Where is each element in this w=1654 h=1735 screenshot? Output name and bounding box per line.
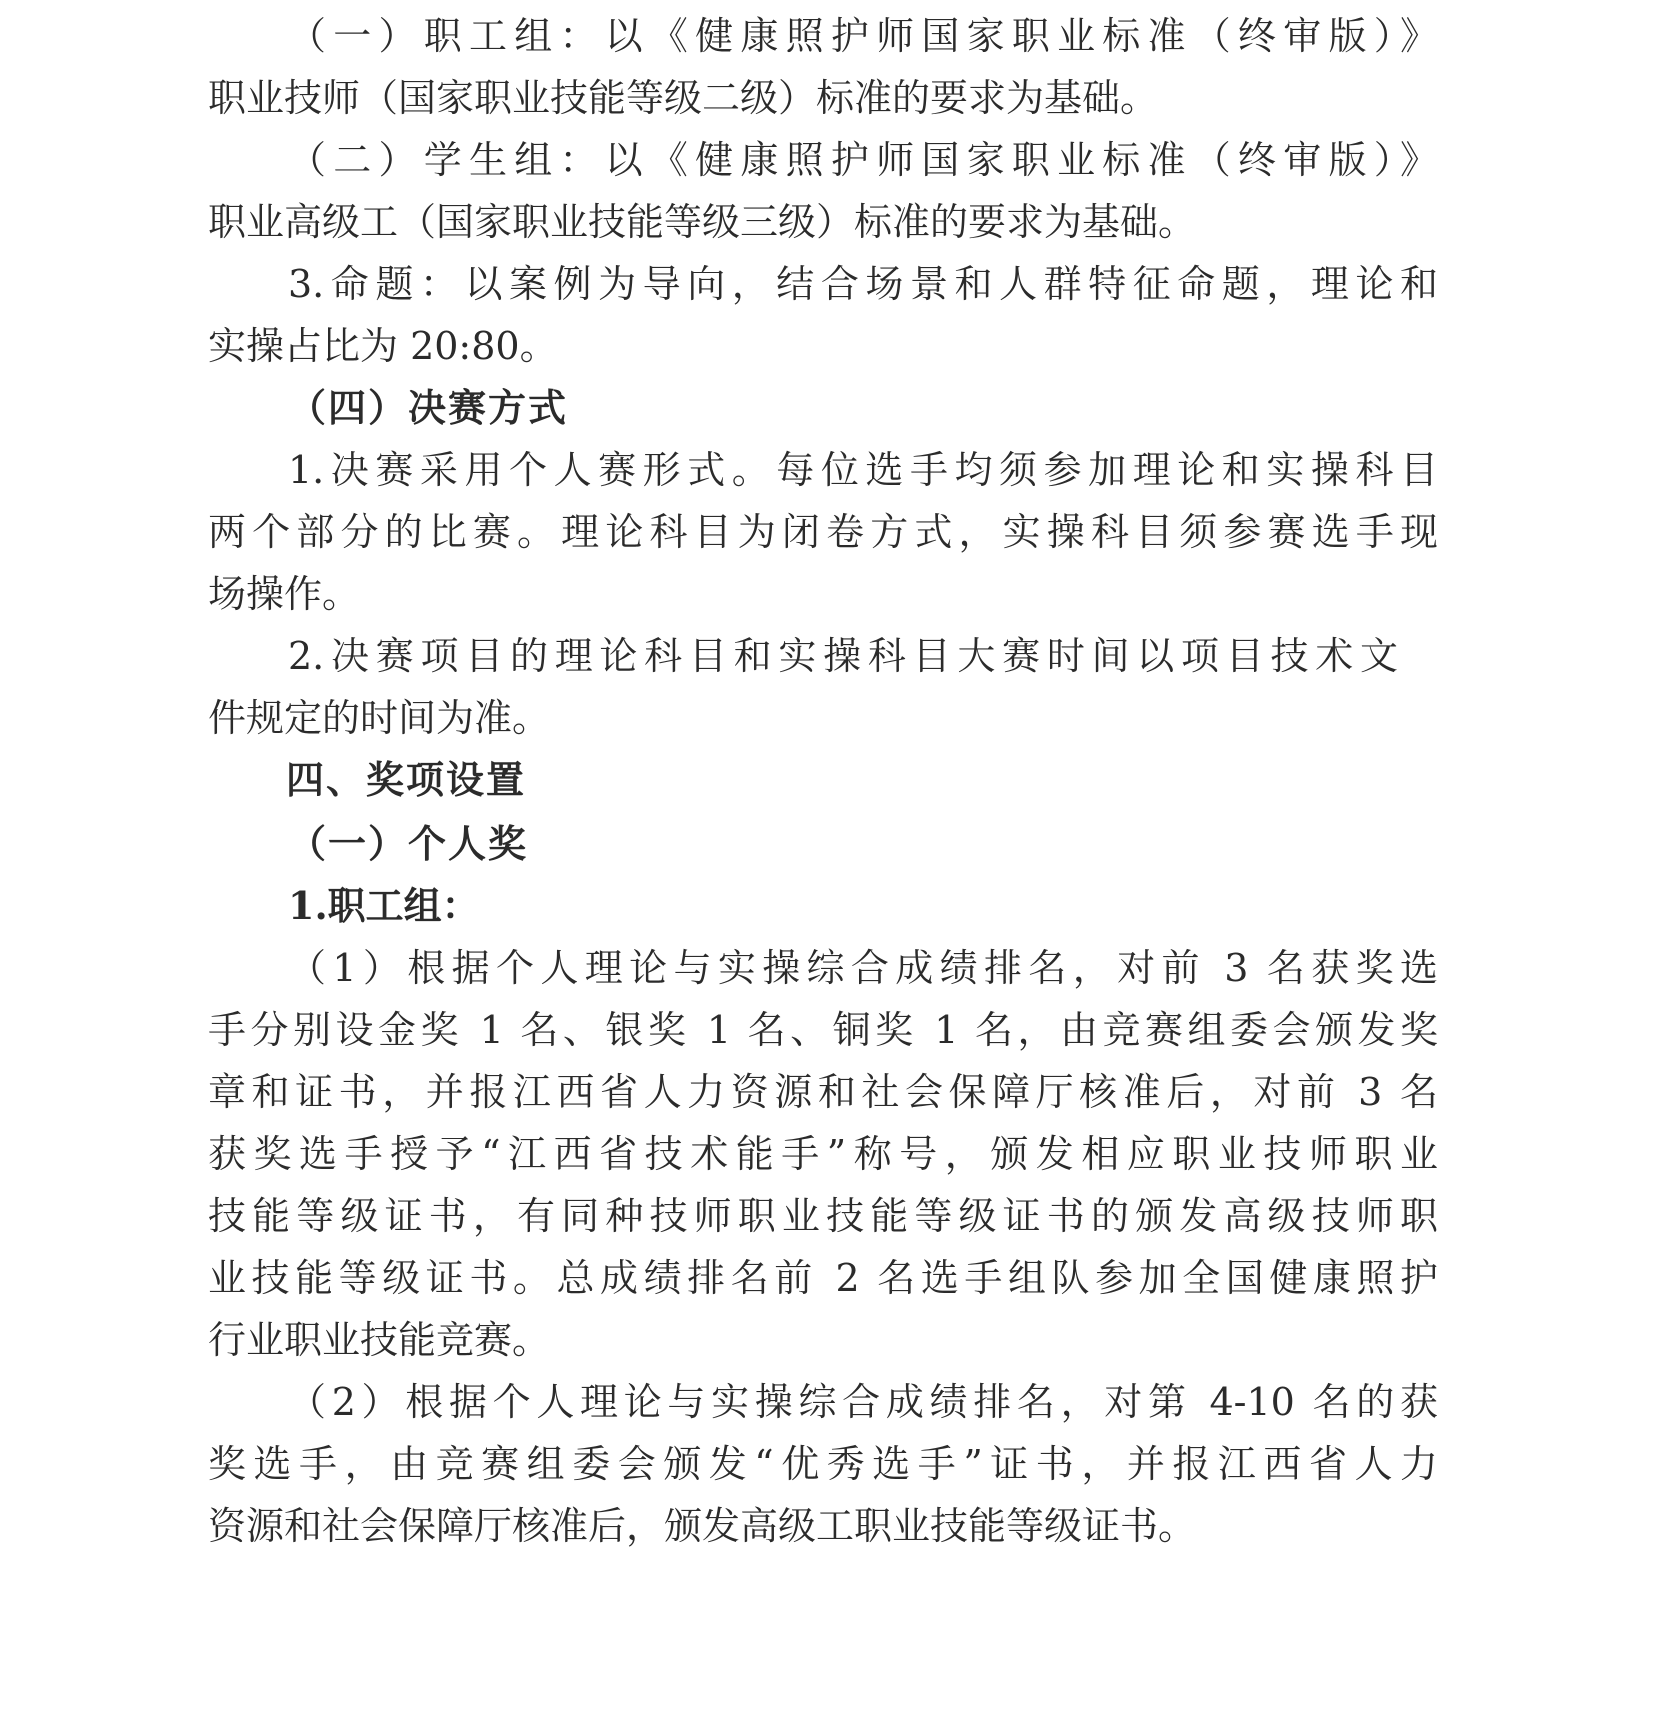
paragraph-line: 章和证书，并报江西省人力资源和社会保障厅核准后，对前 3 名: [208, 1070, 1438, 1114]
paragraph-line: 1.决赛采用个人赛形式。每位选手均须参加理论和实操科目: [288, 448, 1438, 492]
paragraph-line: 奖选手，由竞赛组委会颁发“优秀选手”证书，并报江西省人力: [208, 1442, 1438, 1486]
paragraph-line: 手分别设金奖 1 名、银奖 1 名、铜奖 1 名，由竞赛组委会颁发奖: [208, 1008, 1438, 1052]
paragraph-line: 件规定的时间为准。: [208, 696, 551, 740]
paragraph-line: 职业高级工（国家职业技能等级三级）标准的要求为基础。: [208, 200, 1197, 244]
subsection-heading: 1.职工组：: [288, 883, 480, 928]
paragraph-line: （2）根据个人理论与实操综合成绩排名，对第 4-10 名的获: [288, 1380, 1438, 1424]
paragraph-line: （二）学生组：以《健康照护师国家职业标准（终审版）》: [288, 138, 1438, 182]
paragraph-line: 场操作。: [208, 572, 361, 616]
section-heading: （四）决赛方式: [288, 386, 569, 430]
chapter-heading: 四、奖项设置: [286, 758, 527, 802]
section-heading: （一）个人奖: [288, 822, 529, 866]
paragraph-line: 两个部分的比赛。理论科目为闭卷方式，实操科目须参赛选手现: [208, 510, 1438, 554]
paragraph-line: 3.命题：以案例为导向，结合场景和人群特征命题，理论和: [288, 262, 1438, 306]
paragraph-line: 资源和社会保障厅核准后，颁发高级工职业技能等级证书。: [208, 1504, 1197, 1548]
paragraph-line: 行业职业技能竞赛。: [208, 1318, 551, 1362]
paragraph-line: 职业技师（国家职业技能等级二级）标准的要求为基础。: [208, 76, 1159, 120]
paragraph-line: 业技能等级证书。总成绩排名前 2 名选手组队参加全国健康照护: [208, 1256, 1438, 1300]
paragraph-line: 获奖选手授予“江西省技术能手”称号，颁发相应职业技师职业: [208, 1132, 1438, 1176]
paragraph-line: （1）根据个人理论与实操综合成绩排名，对前 3 名获奖选: [288, 946, 1438, 990]
paragraph-line: 技能等级证书，有同种技师职业技能等级证书的颁发高级技师职: [208, 1194, 1438, 1238]
paragraph-line: 实操占比为 20:80。: [208, 324, 558, 368]
paragraph-line: （一）职工组：以《健康照护师国家职业标准（终审版）》: [288, 14, 1438, 58]
paragraph-line: 2.决赛项目的理论科目和实操科目大赛时间以项目技术文: [288, 634, 1398, 678]
